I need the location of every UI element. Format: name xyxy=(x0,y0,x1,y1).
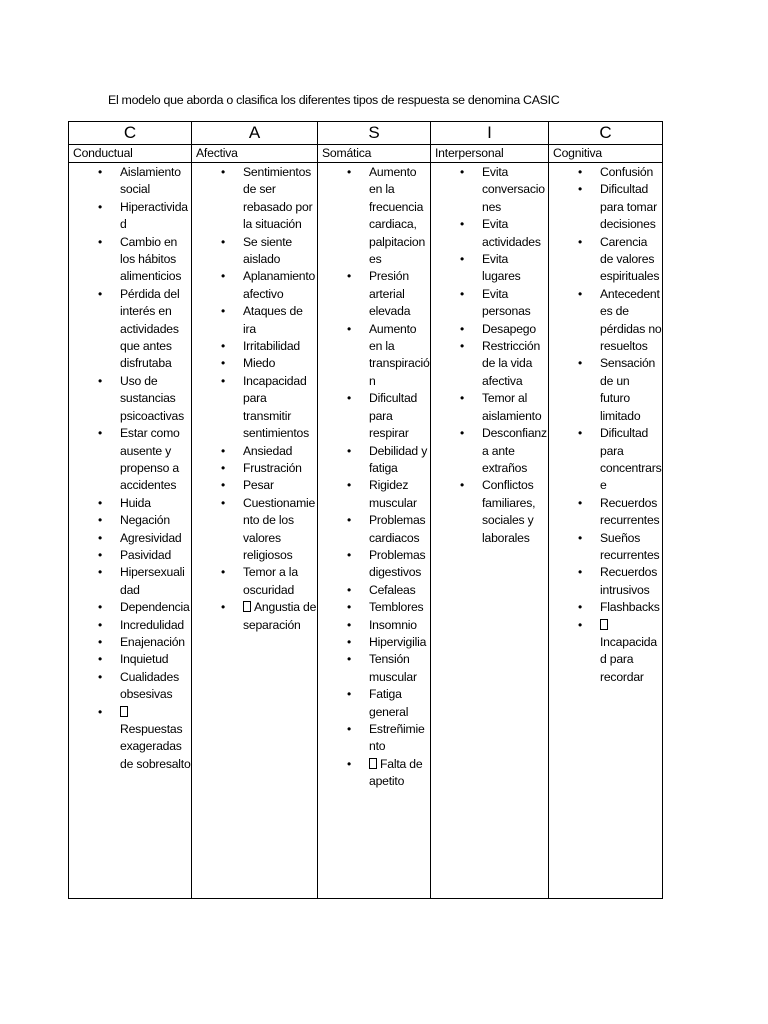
list-item xyxy=(318,477,430,512)
list-item-text: Evita conversaciones xyxy=(482,165,545,214)
list-item-text: Aplanamiento afectivo xyxy=(243,269,316,301)
list-item xyxy=(192,234,317,269)
list-item-text: Recuerdos intrusivos xyxy=(600,565,658,597)
list-item-text: Sueños recurrentes xyxy=(600,530,660,562)
list-item xyxy=(318,617,430,634)
column-name-afectiva: Afectiva xyxy=(192,145,318,163)
list-item-text: Temblores xyxy=(369,600,424,615)
list-item xyxy=(549,286,662,356)
letter-cell-interpersonal: I xyxy=(431,122,549,145)
list-item-text: Irritabilidad xyxy=(243,339,301,354)
list-item xyxy=(318,390,430,442)
list-item-text: Aislamiento social xyxy=(120,165,181,197)
list-item xyxy=(318,634,430,651)
list-item-text: Conflictos familiares, sociales y laborales xyxy=(482,478,536,545)
list-item xyxy=(549,425,662,495)
list-item xyxy=(192,495,317,565)
list-item-text: Se siente aislado xyxy=(243,234,293,267)
list-item xyxy=(431,390,548,425)
list-item xyxy=(69,547,191,564)
list-item xyxy=(318,686,430,721)
items-cell-somatica xyxy=(318,163,431,899)
column-name-conductual: Conductual xyxy=(69,145,192,163)
list-item-text: Incredulidad xyxy=(120,617,185,632)
list-item-text: Problemas cardiacos xyxy=(369,513,426,545)
item-list-interpersonal xyxy=(431,164,548,547)
list-item-text: Cefaleas xyxy=(369,582,416,597)
list-item-text: Evita lugares xyxy=(482,252,521,284)
list-item-text: Rigidez muscular xyxy=(369,478,417,510)
list-item-text: Estar como ausente y propenso a accidentes xyxy=(120,426,180,493)
list-item-text: Falta de apetito xyxy=(369,756,423,789)
list-item-text: Incapacidad para recordar xyxy=(600,634,657,684)
list-item xyxy=(192,355,317,372)
list-item-text: Estreñimiento xyxy=(369,722,425,754)
list-item-text: Sentimientos de ser rebasado por la situación xyxy=(243,165,313,232)
list-item xyxy=(549,164,662,181)
list-item-text: Confusión xyxy=(600,165,654,179)
list-item-text: Desapego xyxy=(482,321,536,336)
list-item-text: Hipervigilia xyxy=(369,634,427,649)
list-item xyxy=(549,599,662,616)
list-item-text: Cualidades obsesivas xyxy=(120,669,179,702)
item-list-conductual xyxy=(69,164,191,773)
list-item xyxy=(318,756,430,791)
list-item xyxy=(549,564,662,599)
item-list-somatica xyxy=(318,164,430,791)
list-item xyxy=(69,512,191,529)
list-item xyxy=(431,286,548,321)
letters-row xyxy=(69,122,663,145)
list-item xyxy=(69,164,191,199)
list-item xyxy=(549,355,662,425)
list-item xyxy=(318,443,430,478)
list-item-text: Inquietud xyxy=(120,652,169,667)
list-item xyxy=(192,443,317,460)
list-item xyxy=(318,547,430,582)
list-item-text: Frustración xyxy=(243,460,302,475)
list-item-text: Ataques de ira xyxy=(243,304,303,336)
list-item xyxy=(318,651,430,686)
list-item-text: Angustia de separación xyxy=(243,600,317,632)
list-item-text: Enajenación xyxy=(120,634,185,649)
list-item xyxy=(69,199,191,234)
list-item xyxy=(318,164,430,268)
casic-table xyxy=(68,121,663,899)
list-item xyxy=(192,164,317,234)
list-item xyxy=(69,373,191,425)
list-item-text: Fatiga general xyxy=(369,687,409,719)
list-item-text: Problemas digestivos xyxy=(369,547,426,580)
list-item xyxy=(69,495,191,512)
missing-glyph-icon xyxy=(600,619,608,630)
list-item xyxy=(69,634,191,651)
letter-cell-somatica: S xyxy=(318,122,431,145)
list-item-text: Carencia de valores espirituales xyxy=(600,234,660,284)
letter-cell-conductual: C xyxy=(69,122,192,145)
list-item xyxy=(69,704,191,774)
list-item xyxy=(318,599,430,616)
list-item-text: Dificultad para respirar xyxy=(369,391,418,441)
list-item-text: Hipersexualidad xyxy=(120,565,185,597)
item-list-afectiva xyxy=(192,164,317,634)
items-cell-cognitiva xyxy=(549,163,663,899)
column-name-interpersonal: Interpersonal xyxy=(431,145,549,163)
list-item xyxy=(69,425,191,495)
list-item xyxy=(69,617,191,634)
list-item-text: Restricción de la vida afectiva xyxy=(482,339,541,388)
list-item xyxy=(318,512,430,547)
list-item xyxy=(431,425,548,477)
list-item-text: Recuerdos recurrentes xyxy=(600,495,660,528)
list-item xyxy=(431,477,548,547)
list-item-text: Flashbacks xyxy=(600,600,660,615)
list-item-text: Dificultad para concentrarse xyxy=(600,426,662,493)
list-item-text: Aumento en la transpiración xyxy=(369,321,430,388)
list-item xyxy=(192,338,317,355)
list-item xyxy=(192,303,317,338)
list-item-text: Dificultad para tomar decisiones xyxy=(600,182,657,232)
list-item xyxy=(431,164,548,216)
list-item-text: Tensión muscular xyxy=(369,652,417,684)
list-item-text: Pesar xyxy=(243,478,274,493)
list-item xyxy=(318,268,430,320)
list-item-text: Antecedentes de pérdidas no resueltos xyxy=(600,286,662,354)
list-item xyxy=(549,181,662,233)
list-item xyxy=(318,721,430,756)
list-item-text: Incapacidad para transmitir sentimientos xyxy=(243,373,310,441)
list-item-text: Dependencia xyxy=(120,600,190,615)
list-item xyxy=(549,234,662,286)
list-item-text: Cambio en los hábitos alimenticios xyxy=(120,234,182,284)
list-item xyxy=(549,495,662,530)
list-item-text: Debilidad y fatiga xyxy=(369,443,428,475)
list-item-text: Huida xyxy=(120,495,151,510)
list-item xyxy=(431,338,548,390)
list-item xyxy=(69,669,191,704)
list-item-text: Miedo xyxy=(243,356,276,371)
list-item-text: Insomnio xyxy=(369,617,417,632)
list-item-text: Evita personas xyxy=(482,286,531,319)
column-name-somatica: Somática xyxy=(318,145,431,163)
list-item xyxy=(69,564,191,599)
list-item-text: Aumento en la frecuencia cardiaca, palpitaciones xyxy=(369,165,426,267)
list-item xyxy=(69,530,191,547)
column-name-cognitiva: Cognitiva xyxy=(549,145,663,163)
item-list-cognitiva xyxy=(549,164,662,686)
list-item-text: Cuestionamiento de los valores religiosos xyxy=(243,495,316,562)
list-item xyxy=(192,268,317,303)
list-item xyxy=(431,321,548,338)
list-item-text: Respuestas exageradas de sobresalto xyxy=(120,722,191,771)
letter-cell-cognitiva: C xyxy=(549,122,663,145)
list-item xyxy=(69,651,191,668)
list-item-text: Pérdida del interés en actividades que antes disfrutaba xyxy=(120,286,180,371)
list-item xyxy=(69,599,191,616)
list-item xyxy=(192,373,317,443)
items-row xyxy=(69,163,663,899)
missing-glyph-icon xyxy=(243,601,251,612)
list-item xyxy=(431,216,548,251)
list-item xyxy=(549,617,662,687)
list-item-text: Pasividad xyxy=(120,547,172,562)
list-item-text: Ansiedad xyxy=(243,443,293,458)
missing-glyph-icon xyxy=(369,758,377,769)
list-item-text: Evita actividades xyxy=(482,217,541,249)
list-item xyxy=(318,582,430,599)
items-cell-interpersonal xyxy=(431,163,549,899)
list-item xyxy=(318,321,430,391)
list-item-text: Temor a la oscuridad xyxy=(243,565,298,597)
list-item-text: Agresividad xyxy=(120,530,182,545)
list-item xyxy=(192,564,317,599)
list-item-text: Hiperactividad xyxy=(120,199,188,232)
items-cell-conductual xyxy=(69,163,192,899)
list-item-text: Temor al aislamiento xyxy=(482,391,542,423)
list-item-text: Desconfianza ante extraños xyxy=(482,426,547,475)
list-item xyxy=(192,477,317,494)
list-item xyxy=(192,599,317,634)
names-row xyxy=(69,145,663,163)
list-item xyxy=(431,251,548,286)
missing-glyph-icon xyxy=(120,706,128,717)
list-item-text: Uso de sustancias psicoactivas xyxy=(120,373,184,423)
list-item xyxy=(192,460,317,477)
list-item xyxy=(69,234,191,286)
list-item-text: Presión arterial elevada xyxy=(369,269,411,319)
list-item-text: Sensación de un futuro limitado xyxy=(600,356,656,423)
list-item xyxy=(69,286,191,373)
intro-text: El modelo que aborda o clasifica los diferentes tipos de respuesta se denomina CASIC xyxy=(108,93,560,107)
list-item xyxy=(549,530,662,565)
list-item-text: Negación xyxy=(120,513,170,528)
items-cell-afectiva xyxy=(192,163,318,899)
letter-cell-afectiva: A xyxy=(192,122,318,145)
